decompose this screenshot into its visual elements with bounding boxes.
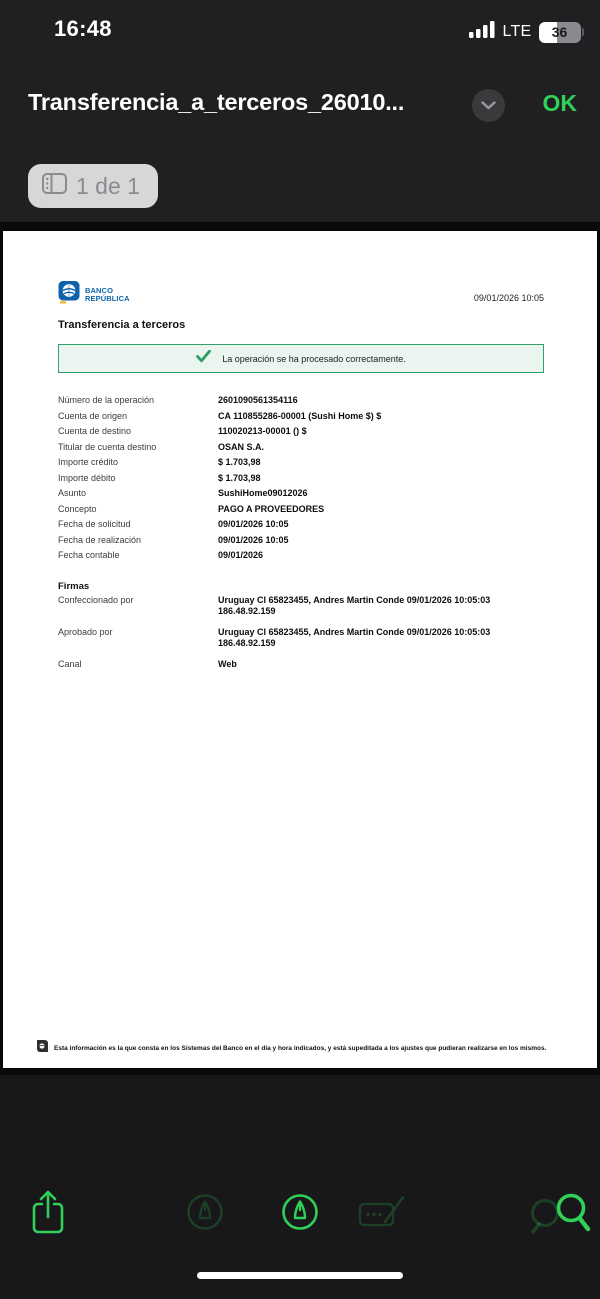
field-label: Cuenta de destino	[58, 426, 132, 436]
field-value: 09/01/2026 10:05	[218, 519, 289, 529]
search-button[interactable]	[525, 1188, 595, 1245]
field-row	[58, 471, 544, 487]
field-row	[58, 486, 544, 502]
share-button[interactable]	[30, 1188, 66, 1241]
pen-circle-icon	[186, 1218, 224, 1235]
status-time: 16:48	[54, 16, 112, 41]
share-icon	[30, 1223, 66, 1240]
field-row	[58, 533, 544, 549]
field-row	[58, 517, 544, 533]
signatures-heading: Firmas	[58, 580, 90, 592]
field-label: Cuenta de origen	[58, 410, 128, 421]
field-row	[58, 393, 544, 409]
network-type-label: LTE	[502, 23, 532, 40]
field-value: 2601090561354116	[218, 395, 298, 405]
home-indicator[interactable]	[197, 1272, 403, 1279]
signature-field-button[interactable]	[358, 1193, 408, 1236]
field-label: Fecha de realización	[58, 534, 142, 545]
bank-name: BANCO REPÚBLICA	[85, 286, 130, 303]
field-row	[58, 502, 544, 518]
signature-field-icon	[358, 1218, 408, 1235]
field-label: Número de la operación	[58, 395, 155, 405]
field-value: 09/01/2026	[218, 550, 264, 560]
thumbnail-sidebar-icon	[42, 173, 67, 199]
field-value: 110020213-00001 () $	[218, 426, 307, 436]
bank-brand	[58, 281, 130, 309]
signal-strength-icon	[469, 21, 495, 43]
markup-active-button[interactable]	[281, 1193, 319, 1236]
signature-row	[58, 627, 544, 650]
field-label: Asunto	[58, 488, 87, 498]
signature-row	[58, 595, 544, 618]
field-value: 09/01/2026 10:05	[218, 534, 289, 545]
pdf-page[interactable]	[3, 231, 597, 1068]
signature-value: Uruguay CI 65823455, Andres Martin Conde 09/01/2026 10:05:03 186.48.92.159	[218, 626, 491, 648]
battery-percent: 36	[551, 24, 568, 40]
bank-footer-logo-icon	[36, 1039, 48, 1057]
success-message: La operación se ha procesado correctamente.	[222, 353, 406, 364]
markup-inactive-button[interactable]	[186, 1193, 224, 1236]
bank-logo-icon	[58, 281, 80, 309]
footer-note: Esta información es la que consta en los Sistemas del Banco en el día y hora indicados, y está supeditada a los ajustes que pudieran realizarse en los mismos.	[54, 1044, 547, 1052]
pdf-header	[58, 281, 544, 309]
field-label: Titular de cuenta destino	[58, 441, 157, 452]
field-value: $ 1.703,98	[218, 457, 261, 467]
field-label: Importe crédito	[58, 457, 119, 467]
field-value: $ 1.703,98	[218, 472, 261, 483]
document-title: Transferencia_a_terceros_26010...	[28, 89, 405, 115]
status-right-cluster	[469, 21, 584, 43]
field-value: PAGO A PROVEEDORES	[218, 503, 325, 514]
signature-label: Canal	[58, 658, 82, 669]
document-fields	[58, 393, 544, 564]
field-row	[58, 548, 544, 564]
field-value: OSAN S.A.	[218, 441, 265, 452]
field-label: Concepto	[58, 503, 97, 514]
bottom-chrome	[0, 1075, 600, 1299]
page-indicator[interactable]	[28, 164, 158, 208]
page-indicator-label: 1 de 1	[76, 172, 140, 199]
field-value: SushiHome09012026	[218, 488, 308, 498]
pen-circle-icon	[281, 1218, 319, 1235]
success-banner	[58, 344, 544, 373]
field-row	[58, 424, 544, 440]
field-row	[58, 455, 544, 471]
field-value: CA 110855286-00001 (Sushi Home $) $	[218, 410, 382, 421]
document-datetime: 09/01/2026 10:05	[473, 293, 544, 303]
pdf-footer	[36, 1039, 579, 1057]
signature-label: Confeccionado por	[58, 594, 134, 605]
field-label: Fecha contable	[58, 550, 120, 560]
field-row	[58, 409, 544, 425]
signature-row	[58, 659, 544, 671]
signature-value: Web	[218, 658, 237, 669]
signature-label: Aprobado por	[58, 626, 113, 637]
title-menu-button[interactable]	[472, 89, 505, 122]
field-row	[58, 440, 544, 456]
signature-fields	[58, 595, 544, 671]
receipt-title: Transferencia a terceros	[58, 319, 186, 331]
search-icon	[525, 1227, 595, 1244]
pdf-content	[58, 281, 544, 679]
chevron-down-icon	[481, 97, 496, 115]
field-label: Fecha de solicitud	[58, 519, 131, 529]
battery-icon	[539, 22, 585, 43]
field-label: Importe débito	[58, 472, 116, 483]
ok-button[interactable]: OK	[542, 90, 577, 116]
checkmark-icon	[196, 350, 211, 368]
signature-value: Uruguay CI 65823455, Andres Martin Conde 09/01/2026 10:05:03 186.48.92.159	[218, 594, 491, 616]
